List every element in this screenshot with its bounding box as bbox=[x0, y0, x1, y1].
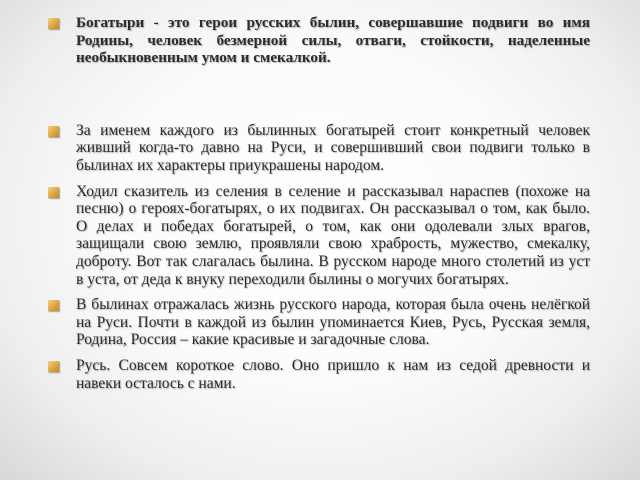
bullet-item-rus-word bbox=[48, 357, 590, 392]
bullet-item-heroes-definition bbox=[48, 14, 590, 67]
bullet-item-real-person bbox=[48, 122, 590, 175]
bullet-text: За именем каждого из былинных богатырей стоит конкретный человек живший когда-то давно на Руси, и совершивший свои подвиги только в былинах их характеры приукрашены народом. bbox=[76, 121, 590, 174]
bullet-text: В былинах отражалась жизнь русского народа, которая была очень нелёгкой на Руси. Почти в каждой из былин упоминается Киев, Русь, Русская земля, Родина, Россия – какие красивые и загадочные слова. bbox=[76, 296, 590, 349]
bullet-text: Богатыри - это герои русских былин, совершавшие подвиги во имя Родины, человек безмерной силы, отваги, стойкости, наделенные необыкновенным умом и смекалкой. bbox=[76, 14, 590, 67]
bullet-text: Ходил сказитель из селения в селение и рассказывал нараспев (похоже на песню) о героях-богатырях, о их подвигах. Он рассказывал о том, как было. О делах и победах богатырей, о том, как они одолевали злых врагов, защищали свою землю, проявляли свою храбрость, мужество, смекалку, доброту. Вот так слагалась былина. В русском народе много столетий из уст в уста, от деда к внуку переходили былины о могучих богатырях. bbox=[76, 182, 590, 288]
square-bullet-icon bbox=[48, 187, 59, 198]
bullet-item-storyteller bbox=[48, 183, 590, 289]
bullet-list bbox=[48, 14, 590, 392]
square-bullet-icon bbox=[48, 300, 59, 311]
square-bullet-icon bbox=[48, 361, 59, 372]
bullet-item-life-of-people bbox=[48, 296, 590, 349]
square-bullet-icon bbox=[48, 126, 59, 137]
bullet-text: Русь. Совсем короткое слово. Оно пришло к нам из седой древности и навеки осталось с нами. bbox=[76, 356, 590, 392]
square-bullet-icon bbox=[48, 18, 59, 29]
